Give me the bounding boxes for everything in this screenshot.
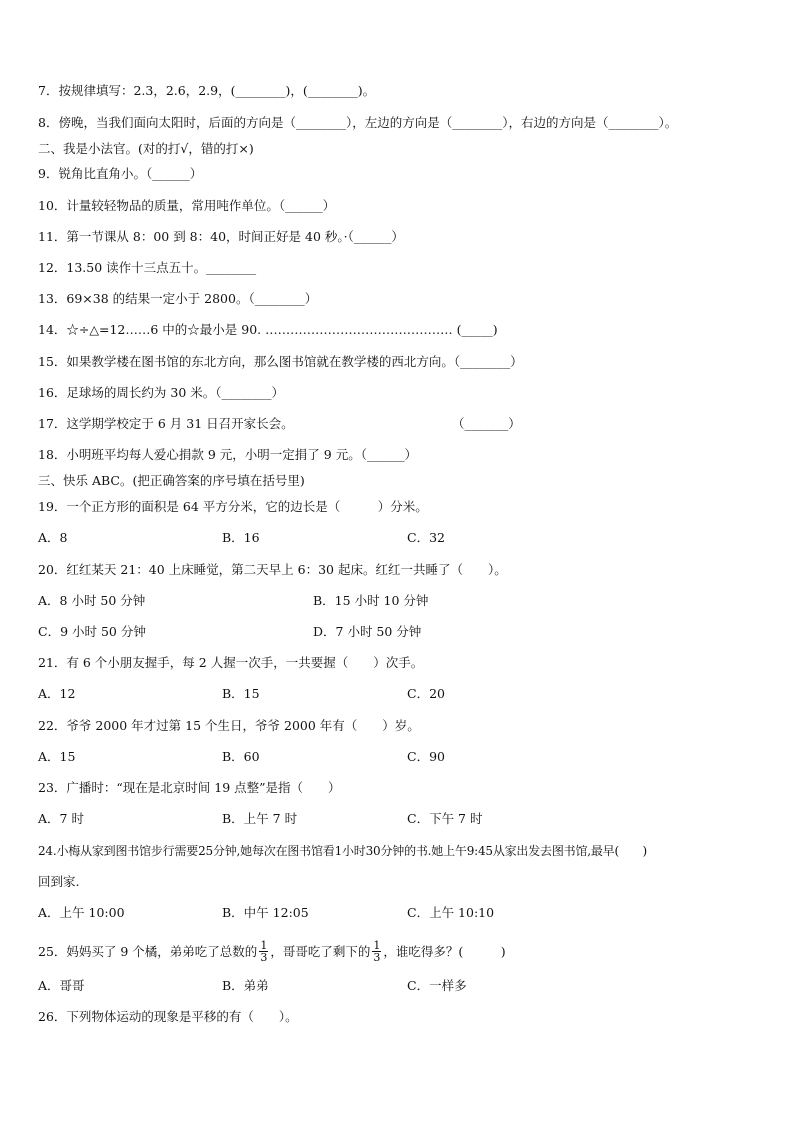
section-2-heading: 二、我是小法官。(对的打√，错的打×) [38, 141, 254, 156]
q25-fraction-2: $\frac{1}{3}$ [373, 939, 381, 964]
q25-option-b: B．弟弟 [222, 978, 269, 993]
question-26: 26．下列物体运动的现象是平移的有（ ）。 [38, 1009, 298, 1024]
question-23: 23．广播时：“现在是北京时间 19 点整”是指（ ） [38, 780, 341, 795]
question-21: 21．有 6 个小朋友握手，每 2 人握一次手，一共要握（ ）次手。 [38, 655, 424, 670]
q22-option-b: B．60 [222, 749, 260, 764]
question-13: 13．69×38 的结果一定小于 2800。（________） [38, 291, 318, 306]
question-17-answer-blank: （_______） [452, 416, 521, 431]
q20-option-b: B．15 小时 10 分钟 [313, 593, 429, 608]
section-3-heading: 三、快乐 ABC。(把正确答案的序号填在括号里) [38, 473, 305, 488]
q23-option-c: C．下午 7 时 [407, 811, 483, 826]
question-15: 15．如果教学楼在图书馆的东北方向，那么图书馆就在教学楼的西北方向。（________） [38, 354, 523, 369]
q21-option-a: A．12 [38, 686, 76, 701]
q19-option-a: A．8 [38, 530, 68, 545]
q19-option-b: B．16 [222, 530, 260, 545]
question-12: 12．13.50 读作十三点五十。________ [38, 260, 257, 275]
q20-option-c: C．9 小时 50 分钟 [38, 624, 146, 639]
question-17: 17．这学期学校定于 6 月 31 日召开家长会。 [38, 416, 294, 431]
q25-text-part3: ，谁吃得多？( ) [383, 944, 506, 959]
q21-option-b: B．15 [222, 686, 260, 701]
q25-text-part2: ，哥哥吃了剩下的 [270, 944, 371, 959]
question-8: 8．傍晚，当我们面向太阳时，后面的方向是（________），左边的方向是（________），右边的方向是（________）。 [38, 115, 678, 130]
question-7: 7．按规律填写：2.3，2.6，2.9，(________)，(________)。 [38, 83, 376, 98]
question-24-continued: 回到家. [38, 874, 80, 889]
question-9: 9．锐角比直角小。（______） [38, 166, 203, 181]
question-22: 22．爷爷 2000 年才过第 15 个生日，爷爷 2000 年有（ ）岁。 [38, 718, 420, 733]
q25-option-c: C．一样多 [407, 978, 467, 993]
q24-option-c: C．上午 10:10 [407, 905, 495, 920]
q25-fraction-1: $\frac{1}{3}$ [260, 939, 268, 964]
q19-option-c: C．32 [407, 530, 445, 545]
q23-option-b: B．上午 7 时 [222, 811, 298, 826]
q21-option-c: C．20 [407, 686, 445, 701]
question-11: 11．第一节课从 8：00 到 8：40，时间正好是 40 秒。·（______） [38, 229, 404, 244]
question-10: 10．计量较轻物品的质量，常用吨作单位。（______） [38, 198, 336, 213]
question-16: 16．足球场的周长约为 30 米。（________） [38, 385, 285, 400]
q23-option-a: A．7 时 [38, 811, 84, 826]
q25-option-a: A．哥哥 [38, 978, 85, 993]
question-24: 24.小梅从家到图书馆步行需要25分钟,她每次在图书馆看1小时30分钟的书.她上午9:45从家出发去图书馆,最早( ) [38, 844, 648, 858]
question-14: 14．☆÷△=12……6 中的☆最小是 90. ……………………………………… (_____) [38, 322, 498, 337]
q22-option-c: C．90 [407, 749, 445, 764]
question-18: 18．小明班平均每人爱心捐款 9 元，小明一定捐了 9 元。（______） [38, 447, 417, 462]
q25-text-part1: 25．妈妈买了 9 个橘，弟弟吃了总数的 [38, 944, 258, 959]
q24-option-a: A．上午 10:00 [38, 905, 125, 920]
q24-option-b: B．中午 12:05 [222, 905, 309, 920]
question-19: 19．一个正方形的面积是 64 平方分米，它的边长是（ ）分米。 [38, 499, 428, 514]
question-25 [38, 941, 506, 964]
question-20: 20．红红某天 21：40 上床睡觉，第二天早上 6：30 起床。红红一共睡了（ ）。 [38, 562, 507, 577]
q22-option-a: A．15 [38, 749, 76, 764]
q20-option-d: D．7 小时 50 分钟 [313, 624, 422, 639]
q20-option-a: A．8 小时 50 分钟 [38, 593, 146, 608]
